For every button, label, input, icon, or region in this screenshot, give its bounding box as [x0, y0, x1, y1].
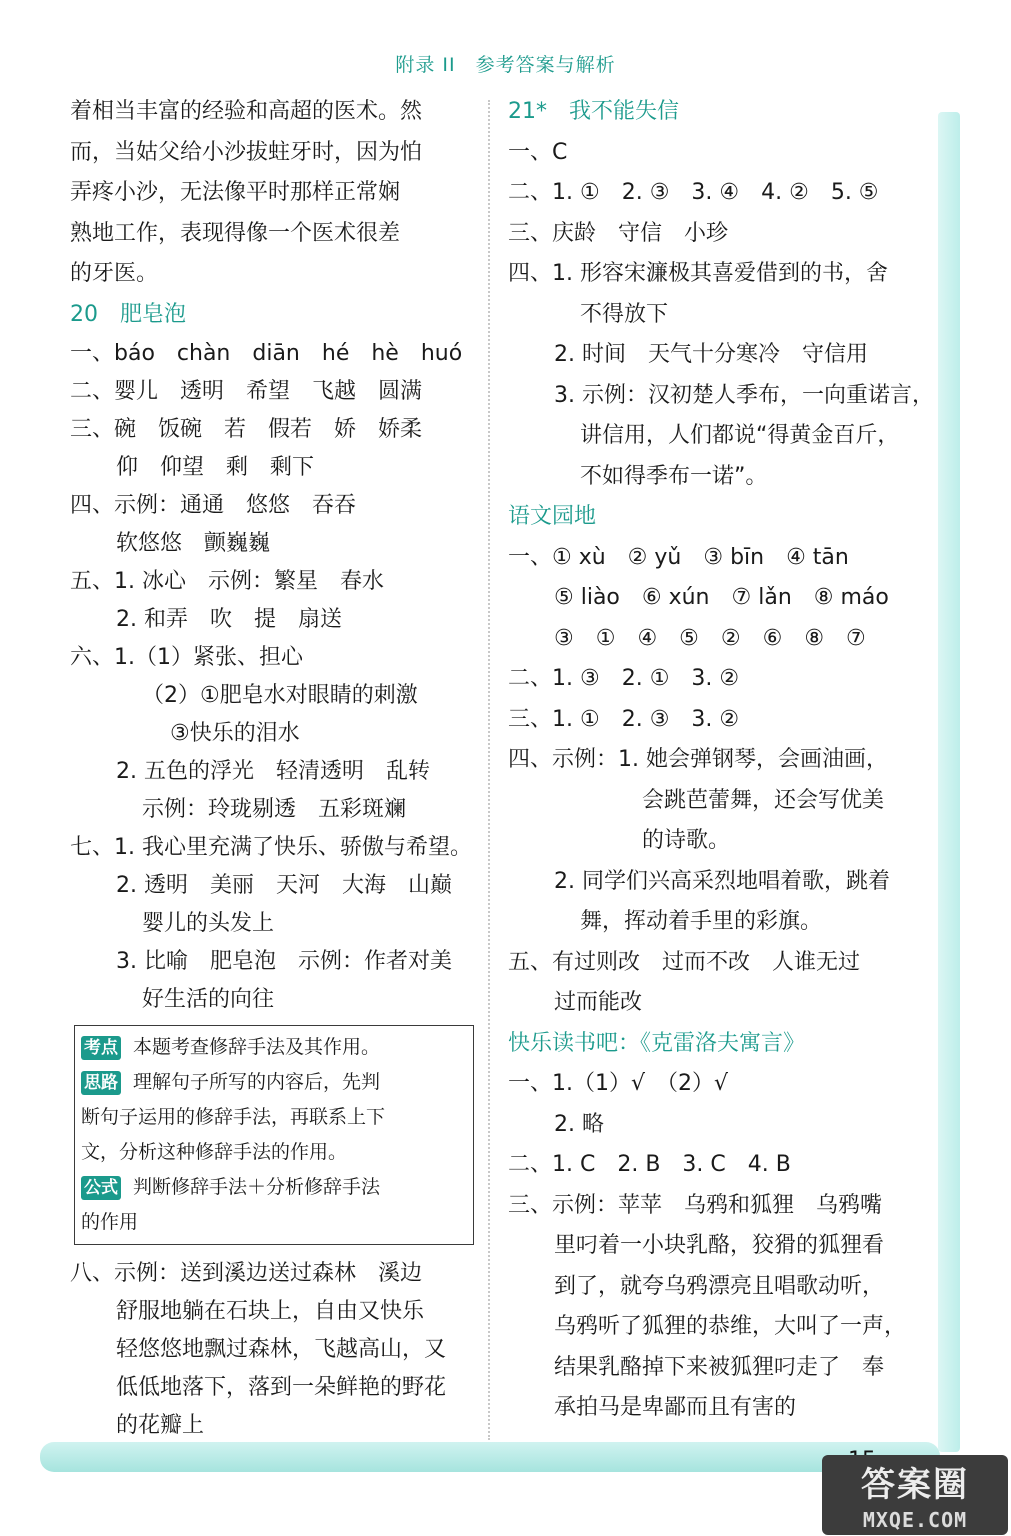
answer-line: 五、有过则改 过而不改 人谁无过 [508, 949, 861, 975]
answer-line: 低低地落下，落到一朵鲜艳的野花 [116, 1375, 447, 1400]
answer-line: 弄疼小沙，无法像平时那样正常娴 [70, 180, 401, 205]
answer-line: 仰 仰望 剩 剩下 [116, 455, 315, 480]
answer-line: ⑤ liào ⑥ xún ⑦ lǎn ⑧ máo [554, 585, 889, 610]
answer-line: 二、婴儿 透明 希望 飞越 圆满 [70, 379, 423, 404]
answer-line: 会跳芭蕾舞，还会写优美 [642, 787, 885, 813]
answer-line: 四、1. 形容宋濂极其喜爱借到的书，舍 [508, 261, 888, 286]
answer-line: 一、báo chàn diān hé hè huó [70, 341, 463, 366]
answer-line: ③ ① ④ ⑤ ② ⑥ ⑧ ⑦ [554, 625, 866, 651]
answer-line: 2. 时间 天气十分寒冷 守信用 [554, 342, 868, 367]
answer-line: 讲信用，人们都说“得黄金百斤， [580, 423, 900, 448]
tip-line: 文，分析这种修辞手法的作用。 [81, 1141, 348, 1163]
section-heading: 快乐读书吧：《克雷洛夫寓言》 [508, 1030, 806, 1056]
answer-line: 不如得季布一诺”。 [580, 463, 768, 489]
tip-text: 判断修辞手法＋分析修辞手法 [133, 1176, 381, 1198]
answer-line: 的牙医。 [70, 261, 159, 286]
answer-line: 二、1. ① 2. ③ 3. ④ 4. ② 5. ⑤ [508, 180, 879, 205]
answer-line: 八、示例：送到溪边送过森林 溪边 [70, 1261, 423, 1286]
answer-line: 六、1.（1）紧张、担心 [70, 645, 303, 670]
answer-line: （2）①肥皂水对眼睛的刺激 [142, 683, 418, 708]
watermark-text: 答案圈 [861, 1465, 969, 1505]
answer-line: 2. 五色的浮光 轻清透明 乱转 [116, 759, 430, 784]
section-heading: 21* 我不能失信 [508, 99, 679, 124]
answer-line: 不得放下 [580, 301, 669, 327]
tip-line [81, 1065, 467, 1100]
answer-line: 而，当姑父给小沙拔蛀牙时，因为怕 [70, 139, 423, 165]
answer-line: 3. 比喻 肥皂泡 示例：作者对美 [116, 949, 452, 974]
answer-line: 2. 略 [554, 1111, 604, 1137]
watermark-logo [822, 1455, 1008, 1535]
answer-line: 轻悠悠地飘过森林，飞越高山，又 [116, 1337, 447, 1362]
tip-line [81, 1030, 467, 1065]
answer-line: 过而能改 [554, 990, 643, 1015]
answer-line: 三、碗 饭碗 若 假若 娇 娇柔 [70, 417, 423, 442]
answer-line: 着相当丰富的经验和高超的医术。然 [70, 99, 423, 124]
answer-line: 三、庆龄 守信 小珍 [508, 220, 729, 246]
left-column [70, 92, 478, 1445]
answer-line: 到了，就夸乌鸦漂亮且唱歌动听， [554, 1273, 885, 1299]
tag-silu: 思路 [81, 1071, 121, 1095]
decorative-side-band [938, 112, 960, 1452]
answer-line: 二、1. C 2. B 3. C 4. B [508, 1152, 791, 1177]
answer-line: 三、示例：苹苹 乌鸦和狐狸 乌鸦嘴 [508, 1192, 883, 1218]
answer-line: 三、1. ① 2. ③ 3. ② [508, 706, 740, 732]
answer-line: 2. 和弄 吹 提 扇送 [116, 607, 342, 632]
section-heading: 语文园地 [508, 504, 597, 529]
left-answer-lines-2 [70, 1255, 478, 1445]
answer-line: 好生活的向往 [142, 987, 275, 1012]
answer-line: 2. 同学们兴高采烈地唱着歌，跳着 [554, 868, 890, 894]
answer-line: 结果乳酪掉下来被狐狸叼走了 奉 [554, 1354, 885, 1380]
answer-line: 示例：玲珑剔透 五彩斑斓 [142, 797, 407, 822]
answer-line: 一、1.（1）√ （2）√ [508, 1071, 729, 1096]
watermark-url: MXQE.COM [862, 1508, 968, 1532]
tip-line: 的作用 [81, 1211, 139, 1233]
left-answer-lines [70, 92, 478, 1019]
answer-line: 舞，挥动着手里的彩旗。 [580, 909, 823, 934]
answer-line: 一、C [508, 139, 568, 165]
right-column [508, 92, 934, 1429]
answer-line: ③快乐的泪水 [170, 721, 300, 746]
page-header: 附录 II 参考答案与解析 [395, 54, 616, 76]
answer-line: 3. 示例：汉初楚人季布，一向重诺言， [554, 382, 934, 408]
answer-line: 五、1. 冰心 示例：繁星 春水 [70, 569, 384, 594]
tip-line: 断句子运用的修辞手法，再联系上下 [81, 1106, 386, 1128]
answer-line: 一、① xù ② yǔ ③ bīn ④ tān [508, 544, 849, 570]
answer-line: 乌鸦听了狐狸的恭维，大叫了一声， [554, 1314, 907, 1339]
tip-line [81, 1170, 467, 1205]
tip-text: 本题考查修辞手法及其作用。 [133, 1036, 381, 1058]
answer-line: 四、示例：1. 她会弹钢琴，会画油画， [508, 747, 888, 772]
answer-line: 2. 透明 美丽 天河 大海 山巅 [116, 873, 452, 898]
answer-line: 里叼着一小块乳酪，狡猾的狐狸看 [554, 1233, 885, 1258]
tag-gongshi: 公式 [81, 1176, 121, 1200]
answer-line: 的诗歌。 [642, 828, 731, 853]
answer-line: 四、示例：通通 悠悠 吞吞 [70, 493, 357, 518]
answer-line: 熟地工作，表现得像一个医术很差 [70, 220, 401, 246]
right-answer-lines [508, 92, 934, 1429]
tag-kaodian: 考点 [81, 1036, 121, 1060]
answer-line: 二、1. ③ 2. ① 3. ② [508, 666, 740, 691]
answer-line: 的花瓣上 [116, 1413, 205, 1438]
tip-box [74, 1025, 474, 1245]
answer-line: 七、1. 我心里充满了快乐、骄傲与希望。 [70, 835, 472, 860]
decorative-bottom-band [40, 1442, 940, 1472]
answer-line: 承拍马是卑鄙而且有害的 [554, 1395, 797, 1420]
answer-line: 婴儿的头发上 [142, 911, 275, 936]
tip-text: 理解句子所写的内容后，先判 [133, 1071, 381, 1093]
section-heading: 20 肥皂泡 [70, 301, 186, 327]
answer-line: 舒服地躺在石块上，自由又快乐 [116, 1299, 425, 1324]
column-divider [488, 100, 490, 1440]
answer-line: 软悠悠 颤巍巍 [116, 531, 271, 556]
